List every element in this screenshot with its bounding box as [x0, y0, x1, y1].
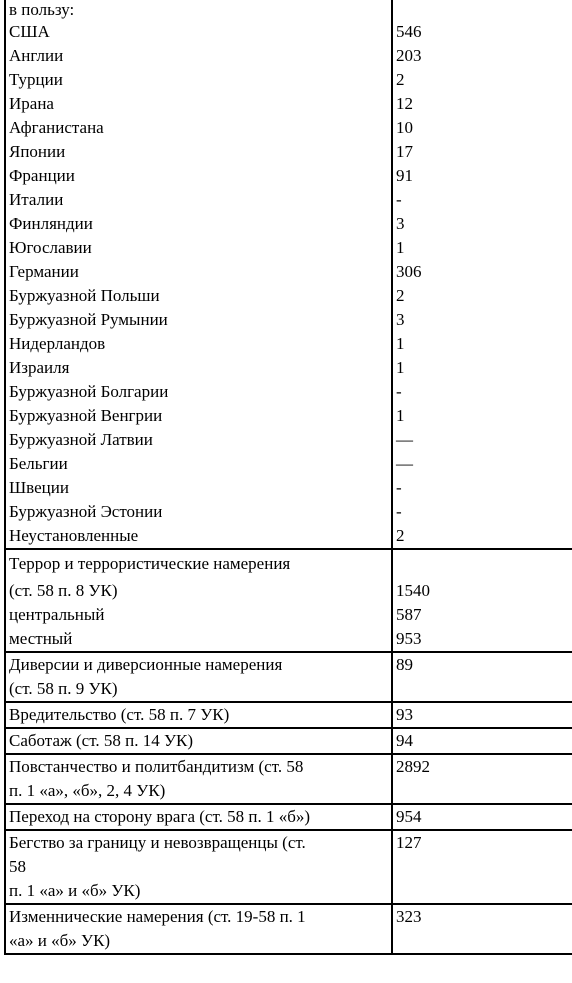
section-value: 127 [392, 830, 572, 904]
country-value: - [392, 476, 572, 500]
table-row [5, 702, 572, 728]
country-value: 546 [392, 20, 572, 44]
table-row [5, 404, 572, 428]
table-row [5, 212, 572, 236]
country-label: Турции [5, 68, 392, 92]
country-label: Швеции [5, 476, 392, 500]
country-label: Буржуазной Болгарии [5, 380, 392, 404]
table-row [5, 428, 572, 452]
section-label-line: Бегство за границу и невозвращенцы (ст. [9, 833, 306, 852]
section-value: 2892 [392, 754, 572, 804]
country-label: Германии [5, 260, 392, 284]
country-value: 12 [392, 92, 572, 116]
table-row [5, 20, 572, 44]
table-row [5, 332, 572, 356]
country-label: Израиля [5, 356, 392, 380]
section-label [5, 728, 392, 754]
country-label: Афганистана [5, 116, 392, 140]
section-label-line: Саботаж (ст. 58 п. 14 УК) [9, 731, 193, 750]
table-row [5, 44, 572, 68]
terror-total: 1540 [392, 579, 572, 603]
country-value: 10 [392, 116, 572, 140]
table-row [5, 754, 572, 804]
terror-title: Террор и террористические намерения [5, 549, 392, 579]
country-label: США [5, 20, 392, 44]
table-row [5, 164, 572, 188]
section-label [5, 754, 392, 804]
section-value: 94 [392, 728, 572, 754]
table-cell [392, 549, 572, 579]
table-cell [392, 0, 572, 20]
table-row [5, 116, 572, 140]
terror-central-value: 587 [392, 603, 572, 627]
country-value: 17 [392, 140, 572, 164]
country-label: Ирана [5, 92, 392, 116]
table-row [5, 476, 572, 500]
country-value: 3 [392, 308, 572, 332]
country-value: - [392, 380, 572, 404]
table-row [5, 830, 572, 904]
table-row [5, 284, 572, 308]
in-favor-header: в пользу: [5, 0, 392, 20]
country-value: 2 [392, 524, 572, 549]
country-value: — [392, 428, 572, 452]
country-label: Буржуазной Польши [5, 284, 392, 308]
table-row [5, 603, 572, 627]
country-value: 3 [392, 212, 572, 236]
table-row [5, 549, 572, 579]
section-value: 93 [392, 702, 572, 728]
section-label-line: 58 [9, 857, 26, 876]
table-row [5, 804, 572, 830]
statistics-table [4, 0, 572, 955]
country-value: 2 [392, 68, 572, 92]
country-label: Финляндии [5, 212, 392, 236]
section-label-line: (ст. 58 п. 9 УК) [9, 679, 118, 698]
section-label-line: Переход на сторону врага (ст. 58 п. 1 «б») [9, 807, 311, 826]
section-label [5, 904, 392, 954]
country-label: Югославии [5, 236, 392, 260]
section-label [5, 804, 392, 830]
section-label-line: «а» и «б» УК) [9, 931, 111, 950]
country-label: Бельгии [5, 452, 392, 476]
section-label-line: п. 1 «а» и «б» УК) [9, 881, 141, 900]
table-row [5, 452, 572, 476]
terror-article: (ст. 58 п. 8 УК) [5, 579, 392, 603]
terror-local-value: 953 [392, 627, 572, 652]
terror-central-label: центральный [5, 603, 392, 627]
country-label: Японии [5, 140, 392, 164]
table-row [5, 92, 572, 116]
country-value: - [392, 188, 572, 212]
table-row [5, 652, 572, 702]
table-row [5, 188, 572, 212]
section-value: 89 [392, 652, 572, 702]
section-label-line: п. 1 «а», «б», 2, 4 УК) [9, 781, 166, 800]
country-value: 1 [392, 356, 572, 380]
country-value: 203 [392, 44, 572, 68]
table-row [5, 904, 572, 954]
table-row [5, 0, 572, 20]
country-label: Италии [5, 188, 392, 212]
table-row [5, 627, 572, 652]
table-row [5, 68, 572, 92]
country-label: Неустановленные [5, 524, 392, 549]
table-row [5, 500, 572, 524]
section-label [5, 702, 392, 728]
table-row [5, 236, 572, 260]
country-label: Буржуазной Латвии [5, 428, 392, 452]
section-label-line: Повстанчество и политбандитизм (ст. 58 [9, 757, 304, 776]
table-row [5, 356, 572, 380]
country-label: Нидерландов [5, 332, 392, 356]
country-label: Буржуазной Румынии [5, 308, 392, 332]
section-label-line: Изменнические намерения (ст. 19-58 п. 1 [9, 907, 306, 926]
table-row [5, 308, 572, 332]
country-value: — [392, 452, 572, 476]
country-label: Франции [5, 164, 392, 188]
table-row [5, 728, 572, 754]
table-row [5, 380, 572, 404]
table-row [5, 260, 572, 284]
country-value: 1 [392, 404, 572, 428]
country-label: Буржуазной Венгрии [5, 404, 392, 428]
document-page [4, 0, 572, 983]
country-value: 306 [392, 260, 572, 284]
country-value: 1 [392, 332, 572, 356]
country-value: 91 [392, 164, 572, 188]
section-label-line: Вредительство (ст. 58 п. 7 УК) [9, 705, 230, 724]
table-row [5, 579, 572, 603]
country-value: - [392, 500, 572, 524]
country-value: 2 [392, 284, 572, 308]
section-value: 323 [392, 904, 572, 954]
country-label: Англии [5, 44, 392, 68]
section-label [5, 652, 392, 702]
section-label [5, 830, 392, 904]
terror-local-label: местный [5, 627, 392, 652]
table-row [5, 140, 572, 164]
table-row [5, 524, 572, 549]
country-value: 1 [392, 236, 572, 260]
country-label: Буржуазной Эстонии [5, 500, 392, 524]
section-value: 954 [392, 804, 572, 830]
section-label-line: Диверсии и диверсионные намерения [9, 655, 283, 674]
